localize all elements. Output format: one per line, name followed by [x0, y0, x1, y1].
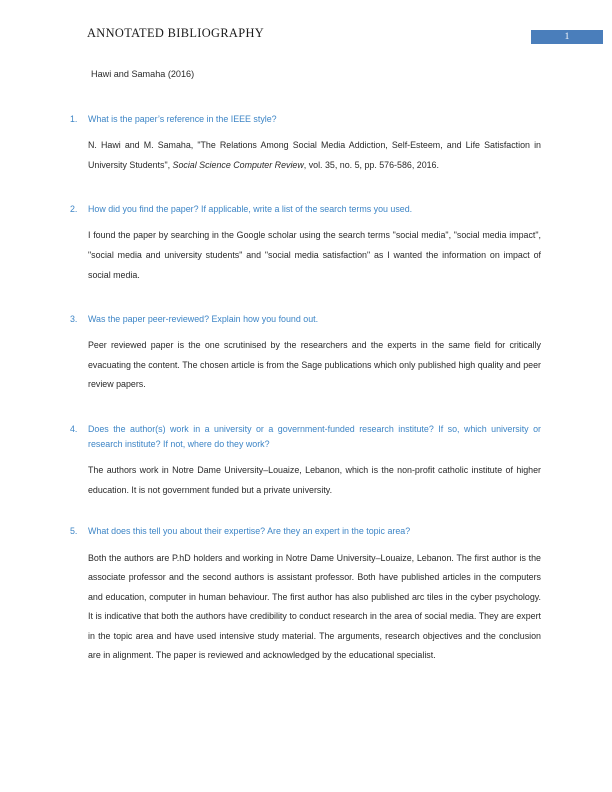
qa-item-2	[0, 202, 612, 285]
section-spacer	[0, 285, 612, 312]
qa-item-1	[0, 112, 612, 175]
question-number-5: 5.	[70, 526, 78, 537]
question-text-4: Does the author(s) work in a university or a government-funded research institute? If so, which university or research institute? If not, where do they work?	[88, 424, 541, 450]
question-number-3: 3.	[70, 314, 78, 325]
header-title: ANNOTATED BIBLIOGRAPHY	[87, 26, 265, 40]
page-number: 1	[564, 32, 570, 42]
answer-text-1	[88, 127, 541, 175]
answer-text-4: The authors work in Notre Dame University–Louaize, Lebanon, which is the non-profit catholic institute of higher education. It is not government funded but a private university.	[88, 465, 541, 495]
qa-item-5	[0, 524, 612, 666]
answer-1-journal-title: Social Science Computer Review	[172, 159, 304, 170]
subject-line: Hawi and Samaha (2016)	[91, 69, 195, 79]
question-number-1: 1.	[70, 114, 78, 124]
section-spacer	[0, 500, 612, 524]
answer-1-part-after: , vol. 35, no. 5, pp. 576-586, 2016.	[303, 159, 439, 170]
answer-text-5: Both the authors are P.hD holders and working in Notre Dame University–Louaize, Lebanon. The first author is the associate professor and the second authors is assistant professor. Both have published articles in the computers and education, computer in human behaviour. The first author has also published arc tiles in the cyber psychology. It is indicative that both the authors have credibility to conduct research in the area of social media. They are expert in the topic area and have used intensive study material. The arguments, research objectives and the conclusion are in alignment. The paper is reviewed and acknowledged by the educational specialist.	[88, 552, 541, 661]
answer-text-2: I found the paper by searching in the Google scholar using the search terms "social media", "social media impact", "social media and university students" and "social media satisfaction" as I wanted the information on impact of social media.	[88, 230, 541, 280]
question-number-4: 4.	[70, 424, 78, 435]
section-spacer	[0, 175, 612, 202]
section-spacer	[0, 395, 612, 422]
answer-1-part-before: N. Hawi and M. Samaha, "The Relations Among Social Media Addiction, Self-Esteem, and Life Satisfaction in University Students",	[88, 140, 541, 170]
question-text-3: Was the paper peer-reviewed? Explain how you found out.	[88, 314, 319, 325]
qa-item-3	[0, 312, 612, 395]
question-text-5: What does this tell you about their expertise? Are they an expert in the topic area?	[88, 526, 411, 537]
question-number-2: 2.	[70, 204, 78, 215]
question-text-2: How did you find the paper? If applicable, write a list of the search terms you used.	[88, 204, 413, 215]
answer-text-3: Peer reviewed paper is the one scrutinised by the researchers and the experts in the same field for critically evacuating the content. The chosen article is from the Sage publications which only published high quality and peer review papers.	[88, 340, 541, 390]
question-text-1: What is the paper’s reference in the IEEE style?	[88, 114, 277, 124]
question-answer-list	[0, 112, 612, 666]
page-number-box	[531, 30, 603, 44]
qa-item-4	[0, 422, 612, 500]
page-header	[0, 26, 612, 48]
